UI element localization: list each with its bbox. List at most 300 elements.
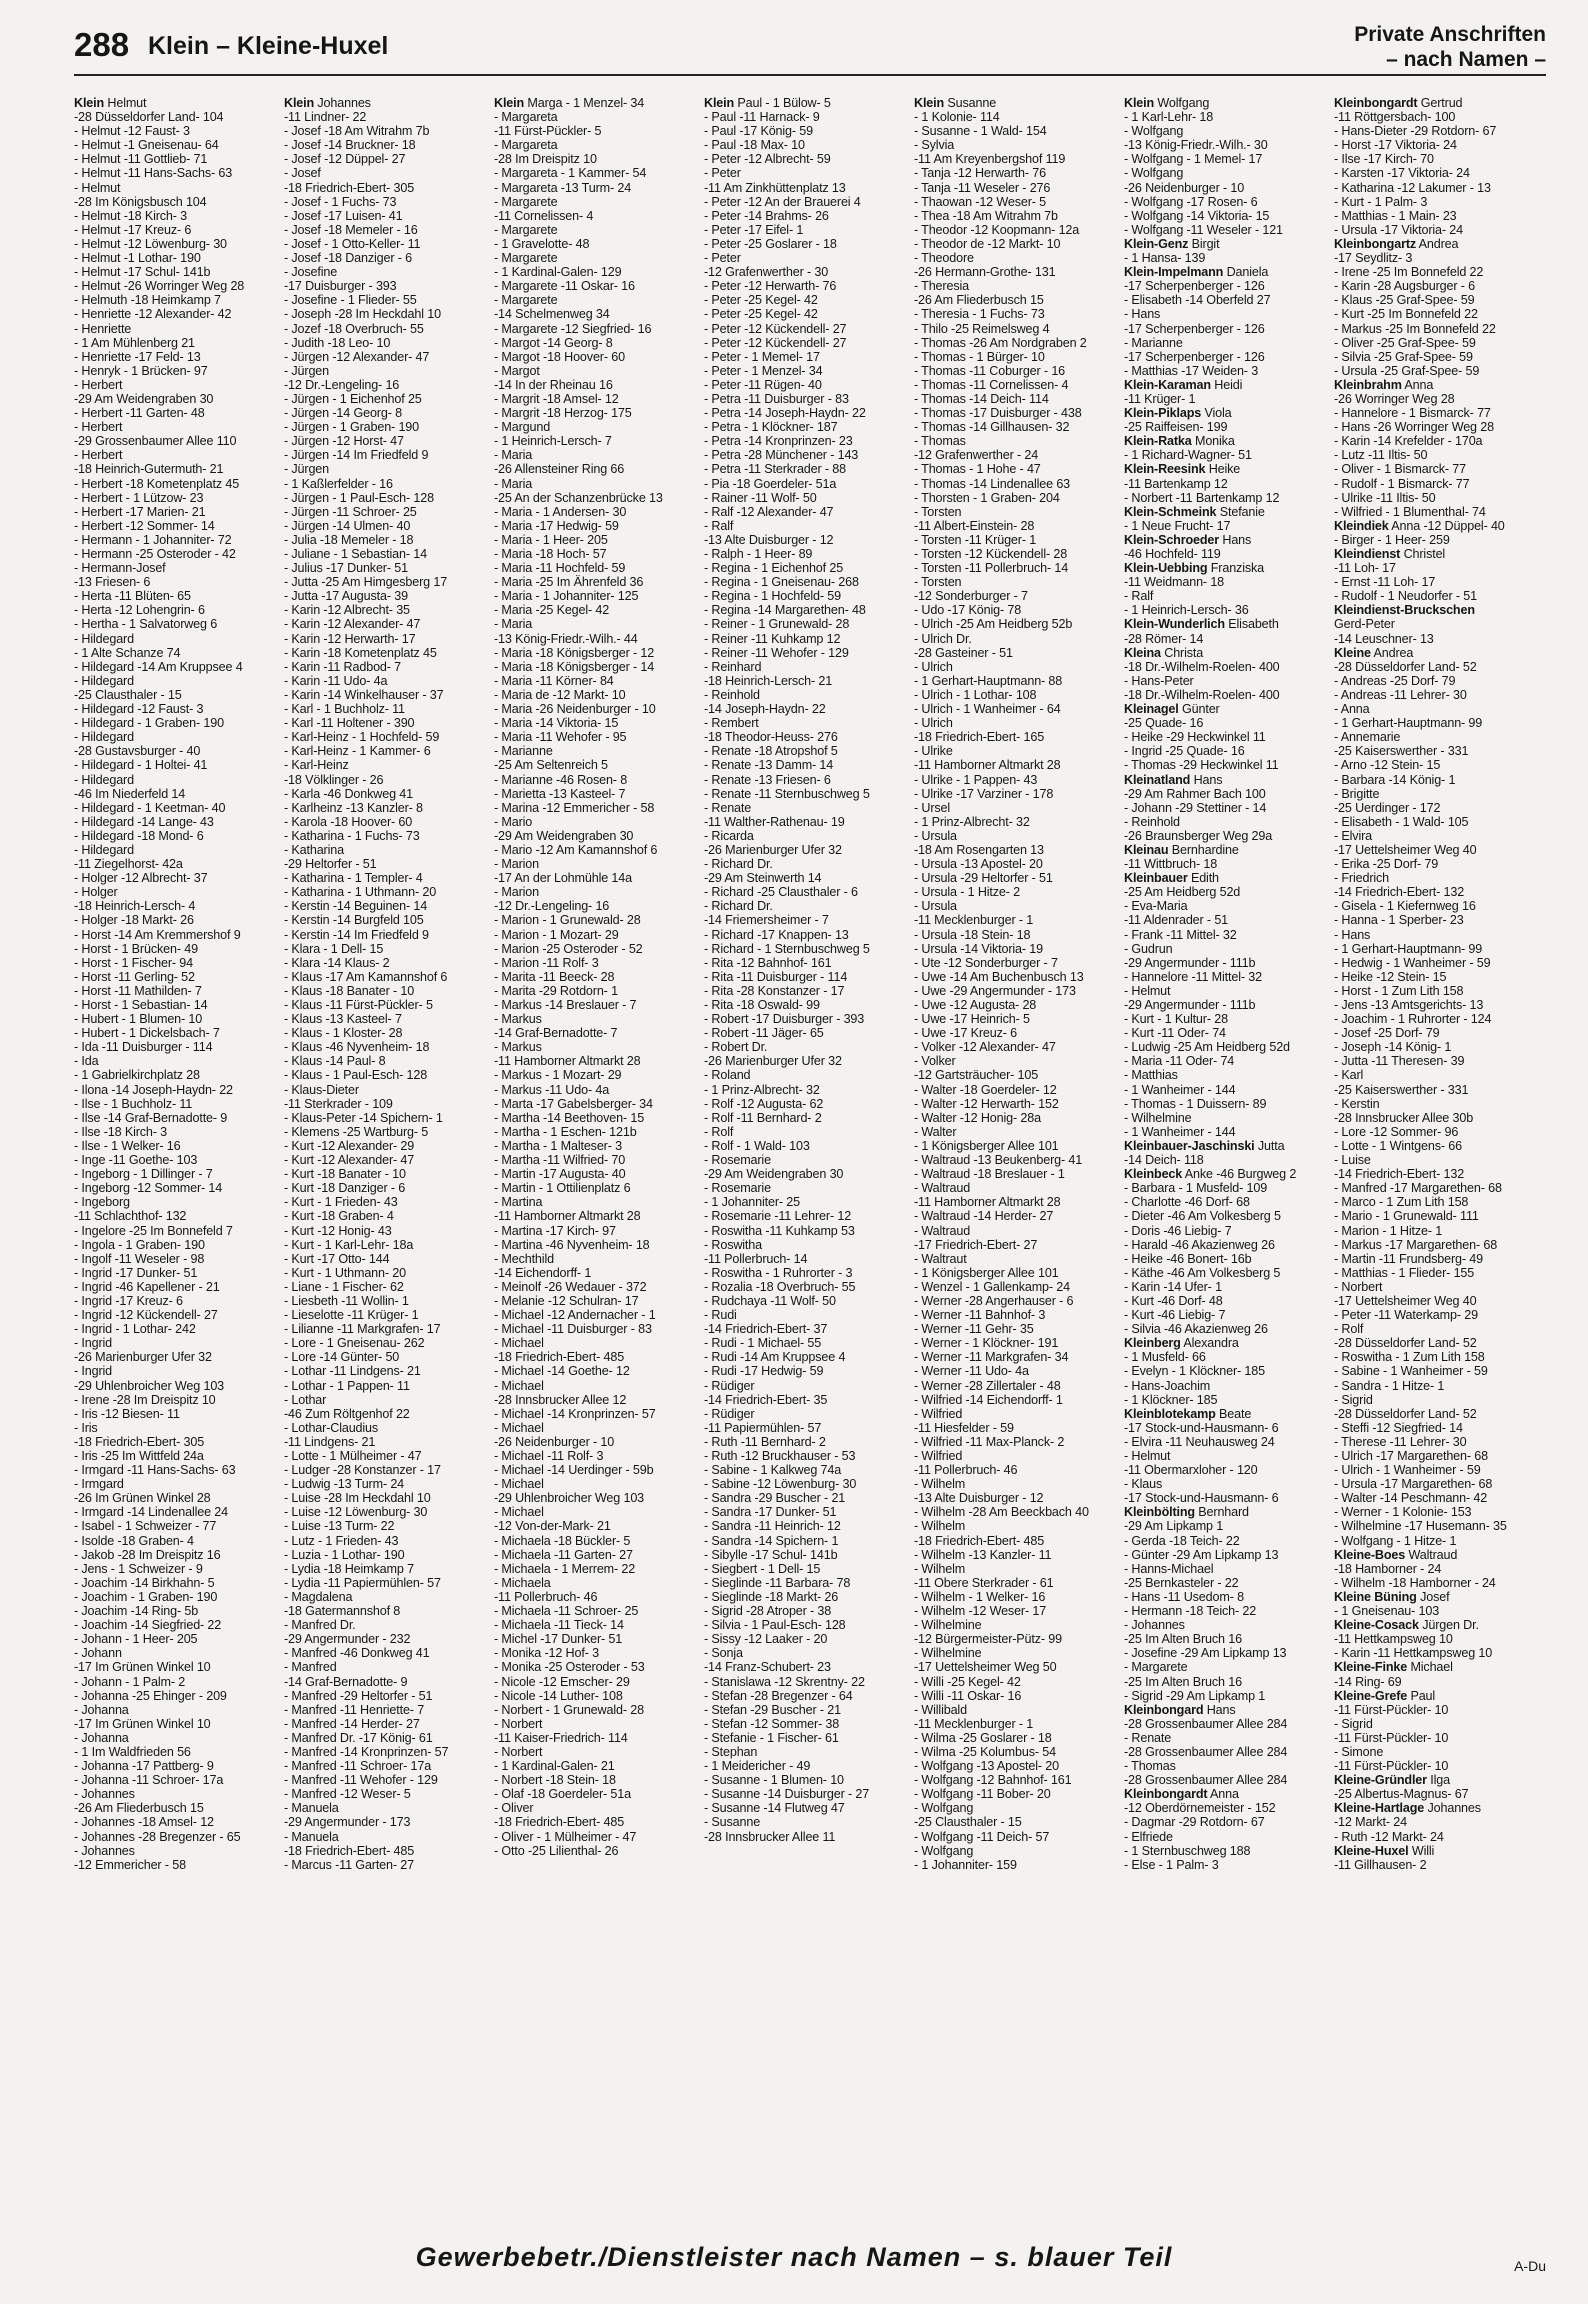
directory-entry: -28 Gustavsburger - 40	[74, 744, 201, 759]
directory-entry: - 1 Wanheimer - 144	[1124, 1124, 1236, 1139]
directory-surname-entry	[1334, 1618, 1540, 1632]
directory-entry: - Hubert - 1 Blumen- 10	[74, 1012, 203, 1027]
directory-entry: - Hertha - 1 Salvatorweg 6	[74, 617, 218, 632]
directory-entry: -18 Dr.-Wilhelm-Roelen- 400	[1124, 687, 1280, 702]
entry-detail: Gertrud	[1417, 96, 1463, 110]
directory-entry: - Horst -14 Am Kremmershof 9	[74, 927, 241, 942]
directory-entry: - Jürgen -12 Alexander- 47	[284, 349, 430, 364]
directory-entry: - Helmut -26 Worringer Weg 28	[74, 279, 245, 294]
surname: Kleinbongard	[1124, 1702, 1204, 1717]
directory-entry: - Maria -26 Neidenburger - 10	[494, 702, 656, 717]
directory-entry: - Liane - 1 Fischer- 62	[284, 1279, 404, 1294]
directory-entry: - Herbert -17 Marien- 21	[74, 504, 206, 519]
directory-surname-entry	[74, 96, 280, 110]
directory-entry: - Waltraud	[914, 1181, 971, 1196]
directory-entry: - Sandra -14 Spichern- 1	[704, 1533, 839, 1548]
directory-entry: - Marita -29 Rotdorn- 1	[494, 983, 618, 998]
directory-entry: - Olaf -18 Goerdeler- 51a	[494, 1787, 631, 1802]
directory-entry: - Elvira	[1334, 828, 1372, 843]
directory-entry: -11 Papiermühlen- 57	[704, 1420, 822, 1435]
directory-entry: - Hanns-Michael	[1124, 1561, 1214, 1576]
directory-entry: - Maria -18 Königsberger - 14	[494, 659, 655, 674]
directory-column-7	[1334, 96, 1540, 2232]
directory-entry: - Margrit -18 Herzog- 175	[494, 406, 632, 421]
directory-entry: - Liesbeth -11 Wollin- 1	[284, 1293, 409, 1308]
directory-entry: -29 Am Lipkamp 1	[1124, 1519, 1224, 1534]
directory-entry: - Hans-Peter	[1124, 673, 1194, 688]
directory-entry: -11 Gillhausen- 2	[1334, 1857, 1427, 1872]
directory-entry: - Martha - 1 Eschen- 121b	[494, 1124, 637, 1139]
directory-entry: - Ingola - 1 Graben- 190	[74, 1237, 205, 1252]
directory-entry: -28 Innsbrucker Allee 11	[704, 1829, 836, 1844]
entry-detail: Edith	[1187, 871, 1219, 886]
directory-entry: - Helmut -11 Hans-Sachs- 63	[74, 166, 233, 181]
directory-entry: - Maria -25 Im Ährenfeld 36	[494, 575, 644, 590]
entry-detail: Ilga	[1426, 1773, 1450, 1788]
directory-entry: - Waltraud	[914, 1223, 971, 1238]
directory-entry: - Michaela - 1 Merrem- 22	[494, 1561, 636, 1576]
directory-entry: - Wenzel - 1 Gallenkamp- 24	[914, 1279, 1071, 1294]
directory-entry: -25 Raiffeisen- 199	[1124, 420, 1228, 435]
directory-entry: - Horst -11 Mathilden- 7	[74, 983, 202, 998]
directory-entry: - Hildegard -14 Lange- 43	[74, 814, 214, 829]
directory-entry: - Rolf -11 Bernhard- 2	[704, 1110, 822, 1125]
directory-surname-entry	[1334, 547, 1540, 561]
directory-entry: - Wilhelmine	[1124, 1110, 1192, 1125]
directory-entry: - Kurt -12 Alexander- 29	[284, 1138, 415, 1153]
directory-entry: - Johannes -18 Amsel- 12	[74, 1815, 214, 1830]
entry-detail: Paul - 1 Bülow- 5	[734, 96, 831, 110]
entry-detail: Franziska	[1207, 561, 1264, 576]
directory-entry: - 1 Klöckner- 185	[1124, 1392, 1218, 1407]
directory-entry: - Thomas - 1 Bürger- 10	[914, 349, 1045, 364]
directory-entry: - Matthias - 1 Flieder- 155	[1334, 1265, 1475, 1280]
surname: Kleine-Hartlage	[1334, 1801, 1425, 1816]
directory-entry: - Maria	[494, 476, 533, 491]
directory-surname-entry	[1124, 843, 1330, 857]
directory-entry: - Peter -25 Kegel- 42	[704, 307, 818, 322]
directory-entry: - Hannelore - 1 Bismarck- 77	[1334, 406, 1491, 421]
directory-entry: - 1 Gerhart-Hauptmann- 99	[1334, 716, 1483, 731]
surname: Kleine-Cosack	[1334, 1618, 1419, 1633]
directory-entry: - Michael -14 Goethe- 12	[494, 1364, 630, 1379]
entry-detail: Bernhard	[1194, 1505, 1249, 1520]
directory-entry: - Lothar	[284, 1392, 327, 1407]
directory-entry: - Richard -25 Clausthaler - 6	[704, 885, 858, 900]
directory-entry: -12 Emmericher - 58	[74, 1857, 186, 1872]
directory-surname-entry	[1124, 237, 1330, 251]
directory-entry: -11 Albert-Einstein- 28	[914, 518, 1035, 533]
directory-entry: - Reiner -11 Wehofer - 129	[704, 645, 849, 660]
directory-entry: - Werner -11 Markgrafen- 34	[914, 1350, 1069, 1365]
directory-surname-entry	[1334, 378, 1540, 392]
directory-entry: - Thomas -17 Duisburger - 438	[914, 406, 1082, 421]
directory-entry: - Matthias -17 Weiden- 3	[1124, 363, 1259, 378]
directory-entry: - 1 Sternbuschweg 188	[1124, 1843, 1251, 1858]
directory-entry: - Rita -18 Oswald- 99	[704, 998, 820, 1012]
directory-entry: - Wilhelm	[914, 1477, 966, 1492]
directory-surname-entry	[1124, 1139, 1330, 1153]
directory-entry: - Petra -14 Kronprinzen- 23	[704, 434, 853, 449]
directory-entry: - Maria -18 Königsberger - 12	[494, 645, 655, 660]
directory-entry: - Wilfried	[914, 1449, 963, 1463]
directory-surname-entry	[1334, 1773, 1540, 1787]
directory-entry: - Stefanie - 1 Fischer- 61	[704, 1730, 839, 1745]
directory-entry: - Karin -12 Herwarth- 17	[284, 631, 416, 646]
directory-entry: - Peter -11 Waterkamp- 29	[1334, 1308, 1478, 1323]
directory-entry: - Klaus -18 Banater - 10	[284, 983, 415, 998]
directory-entry: - Jens -13 Amtsgerichts- 13	[1334, 998, 1484, 1012]
directory-column-2	[284, 96, 490, 2232]
section-heading-line-1: Private Anschriften	[1354, 23, 1546, 46]
directory-entry: - Johannes	[74, 1843, 135, 1858]
directory-entry: - Charlotte -46 Dorf- 68	[1124, 1195, 1250, 1210]
surname: Klein-Reesink	[1124, 462, 1206, 477]
directory-entry: - Walter	[914, 1124, 957, 1139]
directory-entry: - Josef - 1 Otto-Keller- 11	[284, 236, 421, 251]
directory-entry: - Sigrid -29 Am Lipkamp 1	[1124, 1688, 1266, 1703]
directory-entry: - Wilfried -11 Max-Planck- 2	[914, 1434, 1065, 1449]
directory-entry: - Stefan -28 Bregenzer - 64	[704, 1688, 853, 1703]
directory-entry: - Uwe -14 Am Buchenbusch 13	[914, 969, 1084, 984]
directory-entry: - Irmgard	[74, 1477, 124, 1492]
directory-entry: - Rosemarie	[704, 1153, 771, 1168]
directory-entry: - Thomas -14 Deich- 114	[914, 391, 1049, 406]
directory-entry: - Klara - 1 Dell- 15	[284, 941, 384, 956]
directory-entry: -17 Im Grünen Winkel 10	[74, 1716, 211, 1731]
directory-entry: -29 Am Steinwerth 14	[704, 871, 822, 886]
directory-entry: - Maria -18 Hoch- 57	[494, 547, 607, 561]
directory-entry: - Helmut -12 Löwenburg- 30	[74, 236, 227, 251]
directory-entry: - Hildegard	[74, 631, 134, 646]
directory-entry: - Joachim -14 Siegfried- 22	[74, 1618, 222, 1633]
directory-entry: - Barbara - 1 Musfeld- 109	[1124, 1181, 1268, 1196]
surname: Klein	[1124, 96, 1155, 110]
surname: Kleindienst-Bruckschen	[1334, 603, 1475, 618]
surname: Kleinbölting	[1124, 1505, 1195, 1520]
directory-entry: -18 Friedrich-Ebert- 485	[914, 1533, 1045, 1548]
directory-column-1	[74, 96, 280, 2232]
directory-entry: - Ursula	[914, 899, 957, 914]
directory-entry: - Birger - 1 Heer- 259	[1334, 532, 1450, 547]
directory-entry: - Marianne	[1124, 335, 1183, 350]
directory-entry: - Peter -12 An der Brauerei 4	[704, 194, 861, 209]
directory-entry: - Manfred -11 Henriette- 7	[284, 1702, 425, 1717]
directory-entry: -26 Worringer Weg 28	[1334, 391, 1455, 406]
directory-entry: -29 Angermunder - 232	[284, 1632, 411, 1647]
directory-entry: -11 Pollerbruch- 46	[494, 1589, 598, 1604]
directory-entry: - Rosemarie	[704, 1181, 771, 1196]
directory-entry: - Manfred -46 Donkweg 41	[284, 1646, 430, 1661]
directory-entry: - Ingrid	[74, 1336, 112, 1351]
directory-entry: -12 Sonderburger - 7	[914, 589, 1028, 604]
directory-entry: -11 Hamborner Altmarkt 28	[914, 758, 1061, 773]
directory-entry: - Peter -11 Rügen- 40	[704, 377, 822, 392]
directory-entry: - Brigitte	[1334, 786, 1380, 801]
directory-entry: -11 Walther-Rathenau- 19	[704, 814, 845, 829]
directory-entry: - Reinhold	[1124, 814, 1180, 829]
directory-entry: -12 Von-der-Mark- 21	[494, 1519, 611, 1534]
directory-entry: -29 Uhlenbroicher Weg 103	[74, 1378, 225, 1393]
directory-entry: -11 Schlachthof- 132	[74, 1209, 187, 1224]
directory-entry: - Ralf	[704, 518, 734, 533]
directory-surname-entry	[1334, 519, 1540, 533]
directory-entry: - Maria -14 Viktoria- 15	[494, 716, 619, 731]
directory-entry: -11 Hamborner Altmarkt 28	[914, 1195, 1061, 1210]
directory-entry: -25 Kaiserswerther - 331	[1334, 1082, 1469, 1097]
directory-entry: - Ludwig -13 Turm- 24	[284, 1477, 405, 1492]
directory-entry: - Maria de -12 Markt- 10	[494, 687, 626, 702]
directory-entry: - Pia -18 Goerdeler- 51a	[704, 476, 837, 491]
directory-entry: - Susanne -14 Duisburger - 27	[704, 1787, 870, 1802]
directory-entry: - Wilhelm	[914, 1519, 966, 1534]
surname: Klein-Schmeink	[1124, 504, 1217, 519]
entry-detail: Alexandra	[1180, 1336, 1239, 1351]
directory-entry: - Andreas -11 Lehrer- 30	[1334, 687, 1467, 702]
directory-entry: - Karola -18 Hoover- 60	[284, 814, 413, 829]
directory-entry: - Thomas -14 Lindenallee 63	[914, 476, 1071, 491]
directory-entry: - Josef -17 Luisen- 41	[284, 208, 403, 223]
directory-entry: -11 Kaiser-Friedrich- 114	[494, 1730, 628, 1745]
directory-entry: - Martha - 1 Malteser- 3	[494, 1138, 622, 1153]
directory-entry: - Kurt -17 Otto- 144	[284, 1251, 390, 1266]
directory-entry: - Wilhelm -18 Hamborner - 24	[1334, 1575, 1496, 1590]
directory-entry: - Ulrich - 1 Wanheimer - 64	[914, 702, 1061, 717]
directory-entry: - 1 Alte Schanze 74	[74, 645, 181, 660]
directory-entry: -17 Uettelsheimer Weg 40	[1334, 1293, 1477, 1308]
directory-entry: - Werner -28 Angerhauser - 6	[914, 1293, 1074, 1308]
directory-entry: - Gisela - 1 Kiefernweg 16	[1334, 899, 1476, 914]
directory-entry: - Hans-Joachim	[1124, 1378, 1211, 1393]
directory-entry: - Willi -11 Oskar- 16	[914, 1688, 1022, 1703]
directory-entry: -29 Uhlenbroicher Weg 103	[494, 1491, 645, 1506]
directory-entry: -29 Am Weidengraben 30	[74, 391, 214, 406]
directory-entry: -46 Hochfeld- 119	[1124, 547, 1221, 561]
directory-entry: -12 Dr.-Lengeling- 16	[284, 377, 400, 392]
directory-entry: - Isolde -18 Graben- 4	[74, 1533, 194, 1548]
directory-entry: - Torsten -11 Krüger- 1	[914, 532, 1037, 547]
directory-entry: - Wilfried	[914, 1406, 963, 1421]
directory-entry: - Magdalena	[284, 1589, 353, 1604]
directory-entry: - Marion	[494, 885, 539, 900]
directory-entry: - Matthias - 1 Main- 23	[1334, 208, 1457, 223]
directory-entry: - Oliver -25 Graf-Spee- 59	[1334, 335, 1476, 350]
directory-entry: - Manfred -12 Weser- 5	[284, 1787, 411, 1802]
directory-entry: - Uwe -17 Heinrich- 5	[914, 1012, 1030, 1027]
directory-entry: -14 Friedrich-Ebert- 35	[704, 1392, 828, 1407]
directory-entry: - Margot	[494, 363, 540, 378]
directory-entry: -11 Mecklenburger - 1	[914, 913, 1034, 928]
directory-entry: - Günter -29 Am Lipkamp 13	[1124, 1547, 1279, 1562]
directory-surname-entry	[1124, 1167, 1330, 1181]
directory-entry: - Sandra - 1 Hitze- 1	[1334, 1378, 1445, 1393]
directory-entry: -46 Zum Röltgenhof 22	[284, 1406, 410, 1421]
directory-entry: - Margund	[494, 420, 551, 435]
directory-entry: - 1 Neue Frucht- 17	[1124, 518, 1231, 533]
directory-entry: - Jürgen -12 Horst- 47	[284, 434, 404, 449]
directory-entry: - Nicole -14 Luther- 108	[494, 1688, 623, 1703]
directory-entry: - Walter -14 Peschmann- 42	[1334, 1491, 1488, 1506]
directory-entry: - Waltraud -18 Breslauer - 1	[914, 1167, 1065, 1182]
directory-entry: - Ruth -12 Bruckhauser - 53	[704, 1449, 856, 1463]
directory-entry: -25 An der Schanzenbrücke 13	[494, 490, 663, 505]
directory-entry: -11 Lindner- 22	[284, 110, 367, 125]
directory-entry: - Klaus-Peter -14 Spichern- 1	[284, 1110, 443, 1125]
directory-entry: - Karin -11 Radbod- 7	[284, 659, 402, 674]
directory-surname-entry	[1124, 871, 1330, 885]
directory-entry: - Karl - 1 Buchholz- 11	[284, 702, 405, 717]
entry-detail: Christel	[1400, 547, 1446, 561]
directory-entry: - Theodor de -12 Markt- 10	[914, 236, 1061, 251]
directory-entry: - Rita -28 Konstanzer - 17	[704, 983, 845, 998]
directory-entry: - Wolfgang -14 Viktoria- 15	[1124, 208, 1270, 223]
directory-entry: - Johannes -28 Bregenzer - 65	[74, 1829, 241, 1844]
directory-entry: - Herbert -12 Sommer- 14	[74, 518, 215, 533]
directory-entry: - Wolfgang -11 Bober- 20	[914, 1787, 1051, 1802]
directory-entry: - Herbert -11 Garten- 48	[74, 406, 205, 421]
directory-entry: - Hildegard - 1 Holtei- 41	[74, 758, 208, 773]
directory-entry: - 1 Musfeld- 66	[1124, 1350, 1206, 1365]
directory-entry: - Ulrich Dr.	[914, 631, 972, 646]
entry-detail: Helmut	[104, 96, 147, 110]
directory-entry: -26 Neidenburger - 10	[1124, 180, 1245, 195]
directory-entry: - Elvira -11 Neuhausweg 24	[1124, 1434, 1275, 1449]
directory-entry: -28 Grossenbaumer Allee 284	[1124, 1773, 1288, 1788]
directory-entry: - Gerda -18 Teich- 22	[1124, 1533, 1240, 1548]
directory-entry: - Michaela -18 Bückler- 5	[494, 1533, 631, 1548]
directory-entry: - Ilse -17 Kirch- 70	[1334, 152, 1434, 167]
directory-entry: - Karin -12 Alexander- 47	[284, 617, 421, 632]
directory-entry: -17 Uettelsheimer Weg 40	[1334, 842, 1477, 857]
surname: Kleine-Gründler	[1334, 1773, 1427, 1788]
directory-entry: -18 Am Rosengarten 13	[914, 842, 1044, 857]
surname: Klein-Wunderlich	[1124, 617, 1225, 632]
directory-entry: -29 Angermunder - 111b	[1124, 998, 1256, 1012]
directory-entry: - 1 Meidericher - 49	[704, 1759, 811, 1774]
directory-entry: - Thomas -11 Cornelissen- 4	[914, 377, 1069, 392]
directory-entry: - Horst -17 Viktoria- 24	[1334, 138, 1457, 153]
directory-entry: - Peter	[704, 166, 741, 181]
directory-entry: - Jutta -25 Am Himgesberg 17	[284, 575, 448, 590]
directory-entry: - Lilianne -11 Markgrafen- 17	[284, 1322, 441, 1337]
directory-entry: - Ursula -29 Heltorfer - 51	[914, 871, 1053, 886]
directory-entry: -13 Friesen- 6	[74, 575, 151, 590]
directory-entry: - Ruth -11 Bernhard- 2	[704, 1434, 826, 1449]
directory-entry: - Hermann -18 Teich- 22	[1124, 1604, 1257, 1619]
directory-entry: - Herbert - 1 Lützow- 23	[74, 490, 204, 505]
directory-entry: - Hildegard	[74, 730, 134, 745]
directory-entry: - Willi -25 Kegel- 42	[914, 1674, 1021, 1689]
directory-entry: - Oliver - 1 Bismarck- 77	[1334, 462, 1467, 477]
directory-entry: - Margareta -13 Turm- 24	[494, 180, 632, 195]
directory-entry: - Hildegard -14 Am Kruppsee 4	[74, 659, 243, 674]
directory-entry: - Werner - 1 Kolonie- 153	[1334, 1505, 1472, 1520]
directory-entry: - Lydia -18 Heimkamp 7	[284, 1561, 414, 1576]
directory-entry: - Wolfgang -13 Apostel- 20	[914, 1759, 1059, 1774]
directory-surname-entry	[1124, 533, 1330, 547]
directory-entry: - Wilfried -14 Eichendorff- 1	[914, 1392, 1063, 1407]
directory-entry: -14 Friemersheimer - 7	[704, 913, 829, 928]
directory-entry: -14 Graf-Bernadotte- 7	[494, 1026, 618, 1041]
directory-entry: - Sylvia	[914, 138, 955, 153]
directory-entry: -17 Scherpenberger - 126	[1124, 321, 1265, 336]
directory-entry: -18 Friedrich-Ebert- 305	[74, 1434, 205, 1449]
directory-entry: -11 Bartenkamp 12	[1124, 476, 1228, 491]
directory-entry: - Martha -11 Wilfried- 70	[494, 1153, 626, 1168]
directory-entry: - Ilse -18 Kirch- 3	[74, 1124, 168, 1139]
directory-entry: - Ingrid -25 Quade- 16	[1124, 744, 1245, 759]
directory-entry: -25 Am Heidberg 52d	[1124, 885, 1241, 900]
directory-entry: -11 Obermarxloher - 120	[1124, 1463, 1258, 1478]
directory-entry: - Herta -11 Blüten- 65	[74, 589, 191, 604]
directory-entry: - 1 Königsberger Allee 101	[914, 1265, 1059, 1280]
surname: Kleine	[1334, 645, 1371, 660]
directory-entry: - Marion - 1 Grunewald- 28	[494, 913, 641, 928]
directory-entry: - Jens - 1 Schweizer - 9	[74, 1561, 203, 1576]
directory-entry: - Juliane - 1 Sebastian- 14	[284, 547, 427, 561]
directory-entry: - Margarete -11 Oskar- 16	[494, 279, 635, 294]
directory-entry: - Hermann -25 Osteroder - 42	[74, 547, 236, 561]
directory-entry: -11 Hamborner Altmarkt 28	[494, 1209, 641, 1224]
directory-entry: - Helmut	[74, 180, 121, 195]
directory-entry: - Marina -12 Emmericher - 58	[494, 800, 655, 815]
directory-entry: -11 Am Zinkhüttenplatz 13	[704, 180, 846, 195]
directory-entry: - 1 Hansa- 139	[1124, 251, 1206, 266]
directory-entry: - Annemarie	[1334, 730, 1401, 745]
directory-entry: - Maria -11 Körner- 84	[494, 673, 614, 688]
directory-entry: - 1 Gerhart-Hauptmann- 88	[914, 673, 1063, 688]
directory-entry: - Matthias	[1124, 1068, 1178, 1083]
directory-entry: - Ingolf -11 Weseler - 98	[74, 1251, 205, 1266]
directory-entry: - Klaus -14 Paul- 8	[284, 1054, 386, 1069]
directory-entry: -26 Marienburger Ufer 32	[74, 1350, 212, 1365]
directory-entry: - Hans-Dieter -29 Rotdorn- 67	[1334, 124, 1497, 139]
directory-entry: - Gudrun	[1124, 941, 1173, 956]
directory-entry: - Manfred -17 Margarethen- 68	[1334, 1181, 1502, 1196]
directory-entry: - Karin -14 Winkelhauser - 37	[284, 687, 444, 702]
directory-surname-entry	[1334, 237, 1540, 251]
directory-surname-entry	[1124, 406, 1330, 420]
directory-entry: - 1 Königsberger Allee 101	[914, 1138, 1059, 1153]
entry-detail: Anna -12 Düppel- 40	[1388, 518, 1505, 533]
directory-entry: - Karl-Heinz - 1 Kammer- 6	[284, 744, 431, 759]
directory-surname-entry	[1124, 1336, 1330, 1350]
directory-entry: - Barbara -14 König- 1	[1334, 772, 1456, 787]
directory-entry: - Meinolf -26 Wedauer - 372	[494, 1279, 647, 1294]
directory-entry: - Wolfgang	[1124, 124, 1184, 139]
directory-entry: - Ingrid	[74, 1364, 112, 1379]
directory-entry: - Hans	[1334, 927, 1371, 942]
directory-entry: - Eva-Maria	[1124, 899, 1188, 914]
directory-entry: -18 Dr.-Wilhelm-Roelen- 400	[1124, 659, 1280, 674]
directory-entry: - Thomas -29 Heckwinkel 11	[1124, 758, 1279, 773]
directory-entry: - Marta -17 Gabelsberger- 34	[494, 1096, 653, 1111]
directory-entry: -28 Im Königsbusch 104	[74, 194, 207, 209]
directory-entry: - Judith -18 Leo- 10	[284, 335, 391, 350]
directory-entry: - Rolf	[704, 1124, 734, 1139]
directory-entry: - Martina -46 Nyvenheim- 18	[494, 1237, 650, 1252]
directory-surname-entry	[1124, 265, 1330, 279]
directory-entry: - Katharina -12 Lakumer - 13	[1334, 180, 1491, 195]
directory-entry: - Michael -12 Andernacher - 1	[494, 1308, 656, 1323]
directory-entry: - Ingrid -46 Kapellener - 21	[74, 1279, 220, 1294]
directory-entry: - Lydia -11 Papiermühlen- 57	[284, 1575, 441, 1590]
directory-entry: - Martina -17 Kirch- 97	[494, 1223, 616, 1238]
directory-entry: - Ingrid -17 Kreuz- 6	[74, 1293, 183, 1308]
directory-entry: - Torsten	[914, 575, 962, 590]
directory-entry: - Stefan -29 Buscher - 21	[704, 1702, 841, 1717]
directory-entry: - Richard -17 Knappen- 13	[704, 927, 849, 942]
